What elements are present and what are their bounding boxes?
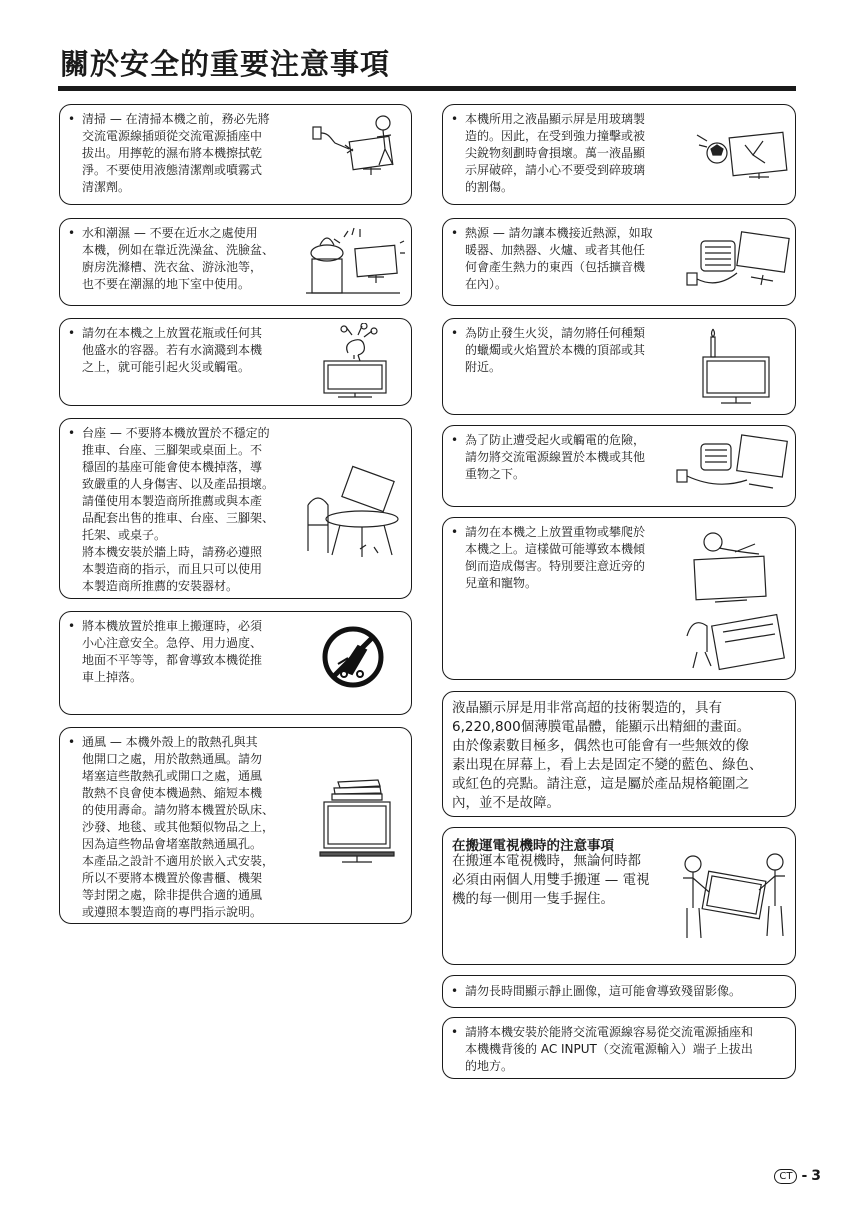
- water-box: [59, 218, 412, 306]
- ventilation-illustration: [318, 772, 398, 872]
- glass-illustration: [693, 115, 793, 195]
- cart-box: [59, 611, 412, 715]
- stand-illustration: [300, 465, 408, 565]
- title-rule: [58, 86, 796, 91]
- transport-heading: 在搬運電視機時的注意事項: [452, 838, 614, 854]
- water-text: • 水和潮濕 — 不要在近水之處使用 本機，例如在靠近洗澡盆、洗臉盆、 廚房洗滌槽、洗衣盆、游泳池等， 也不要在潮濕的地下室中使用。: [68, 225, 317, 293]
- carry-illustration: [677, 842, 791, 952]
- still-image-text: • 請勿長時間顯示靜止圖像，這可能會導致殘留影像。: [451, 983, 800, 1000]
- vase-illustration: [318, 323, 398, 403]
- heavy-object-box: [442, 517, 796, 680]
- install-box: [442, 1017, 796, 1079]
- page-number: [774, 1168, 821, 1184]
- cleaning-text: • 清掃 — 在清掃本機之前，務必先將 交流電源線插頭從交流電源插座中 拔出。用擰乾的濕布將本機擦拭乾 淨。不要使用液態清潔劑或噴霧式 清潔劑。: [68, 111, 317, 196]
- vase-text: • 請勿在本機之上放置花瓶或任何其 他盛水的容器。若有水滴濺到本機 之上，就可能引起火災或觸電。: [68, 325, 317, 376]
- water-illustration: [300, 223, 408, 303]
- lcd-note-box: [442, 691, 796, 817]
- stand-box: [59, 418, 412, 599]
- climb-illustration: [675, 524, 791, 674]
- cart-text: • 將本機放置於推車上搬運時，必須 小心注意安全。急停、用力過度、 地面不平等等，都會導致本機從推 車上掉落。: [68, 618, 317, 686]
- glass-box: [442, 104, 796, 205]
- heat-box: [442, 218, 796, 306]
- heat-illustration: [681, 225, 793, 301]
- stand-text: • 台座 — 不要將本機放置於不穩定的 推車、台座、三腳架或桌面上。不 穩固的基座可能會使本機掉落，導 致嚴重的人身傷害、以及產品損壞。 請僅使用本製造商所推薦或與本產 品配套出售的推車、台座、三腳架、 托架、或桌子。 將本機安裝於牆上時，請務必遵照 本製造商的指示，而且只可以使用 本製造商所推薦的安裝器材。: [68, 425, 317, 595]
- install-text: • 請將本機安裝於能將交流電源線容易從交流電源插座和 本機機背後的 AC INPUT（交流電源輸入）端子上拔出 的地方。: [451, 1024, 803, 1075]
- transport-text: 在搬運本電視機時，無論何時都 必須由兩個人用雙手搬運 — 電視 機的每一側用一隻手握住。: [452, 853, 650, 907]
- transport-box: [442, 827, 796, 965]
- candle-illustration: [697, 323, 777, 409]
- still-image-box: [442, 975, 796, 1008]
- lcd-note-text: 液晶顯示屏是用非常高超的技術製造的，具有 6,220,800個薄膜電晶體，能顯示出精細的畫面。 由於像素數目極多，偶然也可能會有一些無效的像 素出現在屏幕上，看上去是固定不變的藍色、綠色、 或紅色的亮點。請注意，這是屬於產品規格範圍之 內，並不是故障。: [452, 700, 763, 811]
- ventilation-text: • 通風 — 本機外殼上的散熱孔與其 他開口之處，用於散熱通風。請勿 堵塞這些散熱孔或開口之處，通風 散熱不良會使本機過熱、縮短本機 的使用壽命。請勿將本機置於臥床、 沙發、地毯、或其他類似物品之上， 因為這些物品會堵塞散熱通風孔。 本產品之設計不適用於嵌入式安裝， 所以不要將本機置於像書櫃、機架 等封閉之處，除非提供合適的通風 或遵照本製造商的專門指示說明。: [68, 734, 317, 921]
- cord-text: • 為了防止遭受起火或觸電的危險， 請勿將交流電源線置於本機或其他 重物之下。: [451, 432, 690, 483]
- vase-box: [59, 318, 412, 406]
- cord-illustration: [671, 430, 791, 504]
- cord-box: [442, 425, 796, 507]
- cart-warning-icon: [320, 624, 386, 690]
- heat-text: • 熱源 — 請勿讓本機接近熱源，如取 暖器、加熱器、火爐、或者其他任 何會產生熱力的東西（包括擴音機 在內）。: [451, 225, 690, 293]
- page-title: 關於安全的重要注意事項: [60, 47, 391, 81]
- page-number-value: 3: [811, 1168, 821, 1184]
- cleaning-illustration: [305, 109, 405, 197]
- cleaning-box: [59, 104, 412, 205]
- candle-text: • 為防止發生火災，請勿將任何種類 的蠟燭或火焰置於本機的頂部或其 附近。: [451, 325, 690, 376]
- heavy-object-text: • 請勿在本機之上放置重物或攀爬於 本機之上。這樣做可能導致本機傾 倒而造成傷害。特別要注意近旁的 兒童和寵物。: [451, 524, 690, 592]
- glass-text: • 本機所用之液晶顯示屏是用玻璃製 造的。因此，在受到強力撞擊或被 尖銳物刻劃時會損壞。萬一液晶顯 示屏破碎，請小心不要受到碎玻璃 的割傷。: [451, 111, 690, 196]
- page-number-separator: -: [801, 1168, 808, 1184]
- candle-box: [442, 318, 796, 415]
- language-code-badge: CT: [774, 1169, 797, 1184]
- ventilation-box: [59, 727, 412, 924]
